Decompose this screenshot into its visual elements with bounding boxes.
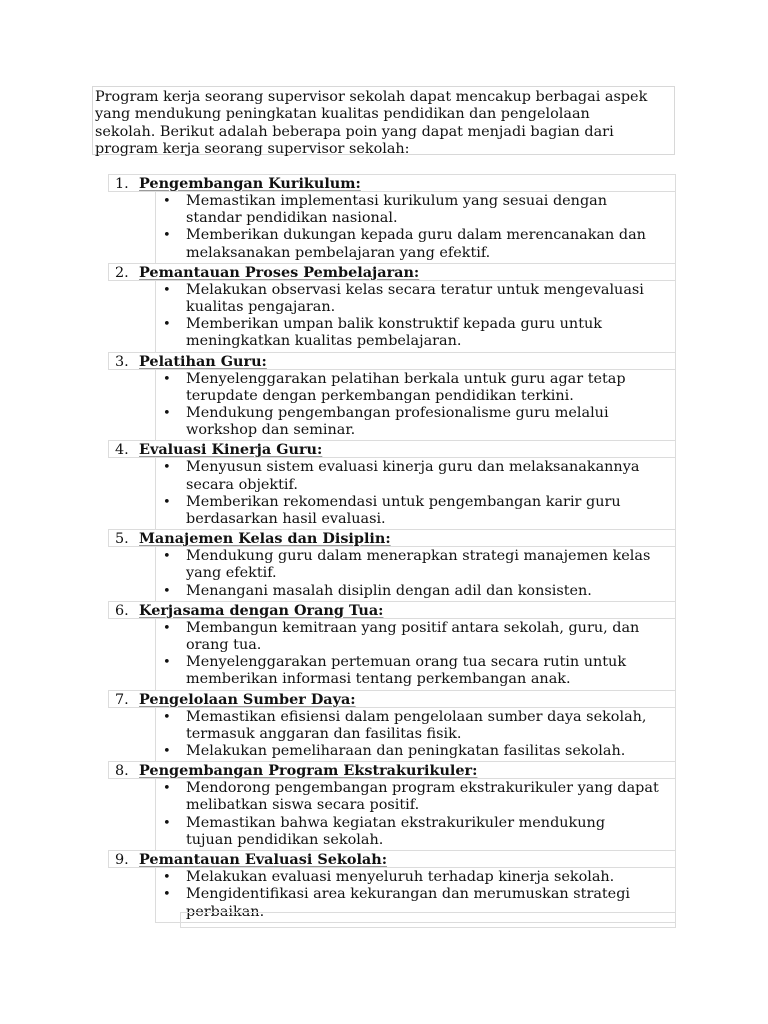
bullet-item [156,371,675,405]
bullet-text: Memberikan rekomendasi untuk pengembangan karir guru berdasarkan hasil evaluasi. [186,493,621,528]
bullet-text: Menyelenggarakan pelatihan berkala untuk guru agar tetap terupdate dengan perkembangan pendidikan terkini. [186,370,626,404]
list-item-title: Pemantauan Proses Pembelajaran: [139,263,420,281]
bullet-dot-icon: • [163,620,171,636]
list-item-number: 7. [115,691,129,708]
list-item [108,352,676,441]
list-item-number: 9. [115,852,129,869]
list-item-number: 2. [115,264,129,281]
bullet-list [155,458,676,529]
list-item-heading [108,529,676,547]
bullet-text: Melakukan evaluasi menyeluruh terhadap kinerja sekolah. [186,869,615,886]
list-item-title: Pemantauan Evaluasi Sekolah: [139,851,388,869]
list-item-heading [108,850,676,868]
bullet-item [156,494,675,528]
bullet-list [155,708,676,762]
bullet-list [155,192,676,263]
intro-paragraph: Program kerja seorang supervisor sekolah dapat mencakup berbagai aspek yang mendukung peningkatan kualitas pendidikan dan pengelolaan sekolah. Berikut adalah beberapa poin yang dapat menjadi bagian dari program kerja seorang supervisor sekolah: [92,86,675,155]
bullet-dot-icon: • [163,371,171,387]
bullet-text: Mendorong pengembangan program ekstrakurikuler yang dapat melibatkan siswa secara positif. [186,780,659,814]
bullet-dot-icon: • [163,194,171,209]
list-item [108,761,676,850]
bullet-item [156,227,675,261]
bullet-list [155,370,676,441]
list-item-title: Kerjasama dengan Orang Tua: [139,601,384,619]
bullet-text: Memastikan bahwa kegiatan ekstrakurikuler mendukung tujuan pendidikan sekolah. [186,814,606,848]
list-item [108,174,676,263]
bullet-dot-icon: • [163,887,171,903]
list-item-heading [108,601,676,619]
bullet-text: Memberikan dukungan kepada guru dalam merencanakan dan melaksanakan pembelajaran yang efektif. [186,227,646,261]
bullet-dot-icon: • [163,549,171,565]
bullet-dot-icon: • [163,870,171,886]
bullet-list [155,547,676,601]
bullet-dot-icon: • [163,583,171,599]
bullet-dot-icon: • [163,460,171,476]
bullet-dot-icon: • [163,781,171,797]
bullet-dot-icon: • [163,406,171,422]
list-item-title: Pelatihan Guru: [139,352,267,370]
list-item-heading [108,174,676,192]
bullet-dot-icon: • [163,494,171,510]
bullet-item [156,583,675,600]
bullet-text: Menangani masalah disiplin dengan adil dan konsisten. [186,582,592,599]
list-item [108,601,676,690]
list-item-title: Pengembangan Program Ekstrakurikuler: [139,762,478,780]
bullet-text: Memberikan umpan balik konstruktif kepada guru untuk meningkatkan kualitas pembelajaran. [186,316,602,350]
list-item [108,440,676,529]
bullet-dot-icon: • [163,228,171,244]
bullet-item [156,548,675,582]
list-item [108,263,676,352]
list-item-number: 4. [115,442,129,459]
list-item-heading [108,440,676,458]
list-item [108,690,676,762]
list-item-heading [108,761,676,779]
bullet-text: Melakukan observasi kelas secara teratur untuk mengevaluasi kualitas pengajaran. [186,281,644,316]
bullet-text: Memastikan implementasi kurikulum yang sesuai dengan standar pendidikan nasional. [186,193,608,227]
bullet-item [156,709,675,743]
list-item-heading [108,352,676,370]
bullet-dot-icon: • [163,709,171,725]
bullet-dot-icon: • [163,655,171,671]
bullet-text: Mengidentifikasi area kekurangan dan merumuskan strategi perbaikan. [186,886,631,920]
list-item-number: 8. [115,763,129,780]
bullet-dot-icon: • [163,815,171,831]
bullet-item [156,654,675,688]
bullet-item [156,405,675,439]
list-item-title: Pengembangan Kurikulum: [139,175,361,192]
list-item-heading [108,690,676,708]
bullet-item [156,869,675,886]
bullet-text: Menyusun sistem evaluasi kinerja guru dan melaksanakannya secara objektif. [186,459,640,493]
bullet-dot-icon: • [163,317,171,333]
bullet-item [156,282,675,316]
bullet-item [156,743,675,760]
bullet-list [155,619,676,690]
bullet-item [156,620,675,654]
bullet-item [156,459,675,493]
bullet-dot-icon: • [163,744,171,760]
bullet-text: Membangun kemitraan yang positif antara sekolah, guru, dan orang tua. [186,619,640,654]
bullet-text: Melakukan pemeliharaan dan peningkatan fasilitas sekolah. [186,743,626,760]
bullet-item [156,193,675,227]
work-program-list [108,174,676,923]
list-item-title: Pengelolaan Sumber Daya: [139,690,356,708]
list-item-number: 6. [115,602,129,619]
bullet-list [155,281,676,352]
bullet-item [156,815,675,849]
list-item-title: Manajemen Kelas dan Disiplin: [139,530,391,548]
bullet-list [155,779,676,850]
list-item-number: 5. [115,531,129,548]
bullet-text: Menyelenggarakan pertemuan orang tua secara rutin untuk memberikan informasi tentang perkembangan anak. [186,654,627,688]
bullet-dot-icon: • [163,282,171,298]
list-item-number: 1. [115,176,129,192]
list-item-number: 3. [115,353,129,370]
bullet-item [156,316,675,350]
bullet-text: Mendukung pengembangan profesionalisme guru melalui workshop dan seminar. [186,405,609,439]
bullet-text: Memastikan efisiensi dalam pengelolaan sumber daya sekolah, termasuk anggaran dan fasilitas fisik. [186,708,647,742]
list-item-heading [108,263,676,281]
list-item [108,529,676,601]
bullet-item [156,780,675,814]
empty-table-cell [180,912,676,928]
list-item-title: Evaluasi Kinerja Guru: [139,441,323,459]
bullet-text: Mendukung guru dalam menerapkan strategi manajemen kelas yang efektif. [186,548,651,582]
